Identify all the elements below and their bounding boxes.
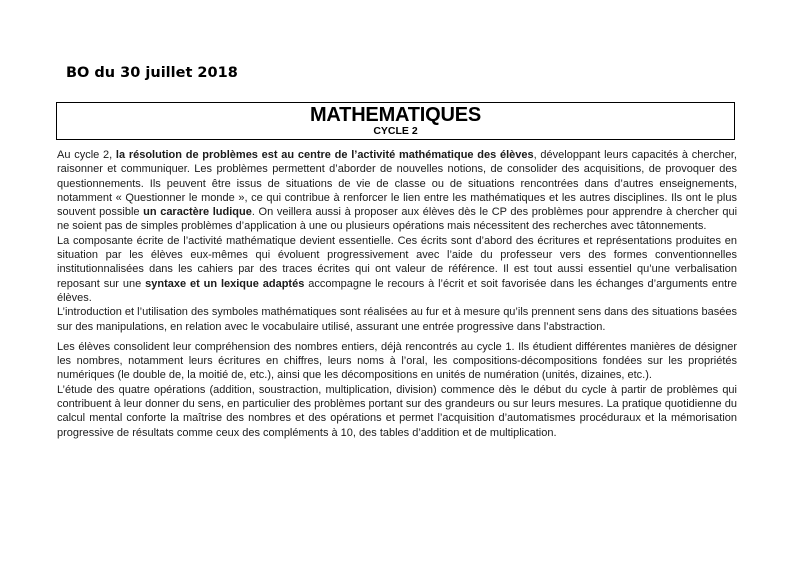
title-box xyxy=(56,102,735,140)
text-run: accompagne le recours à l’écrit et soit favorisée dans les échanges d’arguments entre élèves. xyxy=(57,277,737,304)
body-paragraph xyxy=(57,305,737,334)
body-paragraph xyxy=(57,234,737,305)
body-paragraph xyxy=(57,340,737,383)
text-run: L’introduction et l’utilisation des symboles mathématiques sont réalisées au fur et à mesure qu’ils prennent sens dans des situations basées sur des manipulations, en relation avec le vocabulaire utilisé, assurant une entrée progressive dans l’abstraction. xyxy=(57,306,737,333)
bold-text-run: un caractère ludique xyxy=(143,206,252,219)
text-run: L’étude des quatre opérations (addition, soustraction, multiplication, division) commence dès le début du cycle à partir de problèmes qui contribuent à leur donner du sens, en particulier des problèmes portant sur des grandeurs ou sur leurs mesures. La pratique quotidienne du calcul mental conforte la maîtrise des nombres et des opérations et permet l’acquisition d’automatismes procéduraux et la mémorisation progressive de résultats comme ceux des compléments à 10, des tables d’addition et de multiplication. xyxy=(57,383,737,439)
text-run: Au cycle 2, xyxy=(57,149,116,161)
text-run: . On veillera aussi à proposer aux élèves dès le CP des problèmes pour apprendre à chercher qui ne soient pas de simples problèmes d’application à une ou plusieurs opérations mais nécessitent des recherches avec tâtonnements. xyxy=(57,206,738,233)
document-title: MATHEMATIQUES xyxy=(309,104,482,126)
bold-text-run: la résolution de problèmes est au centre de l’activité mathématique des élèves xyxy=(115,149,534,161)
text-run: Les élèves consolident leur compréhension des nombres entiers, déjà rencontrés au cycle 1. Ils étudient différentes manières de désigner les nombres, notamment leurs écritures en chiffres, leurs noms à l’oral, les compositions-décompositions fondées sur les propriétés numériques (le double de, la moitié de, etc.), ainsi que les décompositions en unités de numération (unités, dizaines, etc.). xyxy=(57,340,737,382)
body-paragraph xyxy=(57,383,737,440)
document-body xyxy=(57,148,737,440)
text-run: La composante écrite de l’activité mathématique devient essentielle. Ces écrits sont d’abord des écritures et représentations produites en situation par les élèves eux-mêmes qui évoluent progressivement avec l’aide du professeur vers des formes conventionnelles institutionnalisées dans les cahiers par des traces écrites qui ont valeur de référence. Il est tout aussi essentiel qu’une verbalisation reposant sur une xyxy=(57,234,737,290)
document-subtitle: CYCLE 2 xyxy=(373,125,418,137)
text-run: , développant leurs capacités à chercher, raisonner et communiquer. Les problèmes permettent d’aborder de nouvelles notions, de consolider des acquisitions, de provoquer des questionnements. Ils peuvent être issus de situations de vie de classe ou de situations rencontrées dans d’autres enseignements, notamment « Questionner le monde », ce qui contribue à renforcer le lien entre les mathématiques et les autres disciplines. Ils ont le plus souvent possible xyxy=(57,149,737,219)
body-paragraph xyxy=(57,148,737,234)
text-section xyxy=(57,148,737,334)
bold-text-run: syntaxe et un lexique adaptés xyxy=(145,277,305,290)
document-heading: BO du 30 juillet 2018 xyxy=(66,65,238,81)
text-section xyxy=(57,340,737,440)
